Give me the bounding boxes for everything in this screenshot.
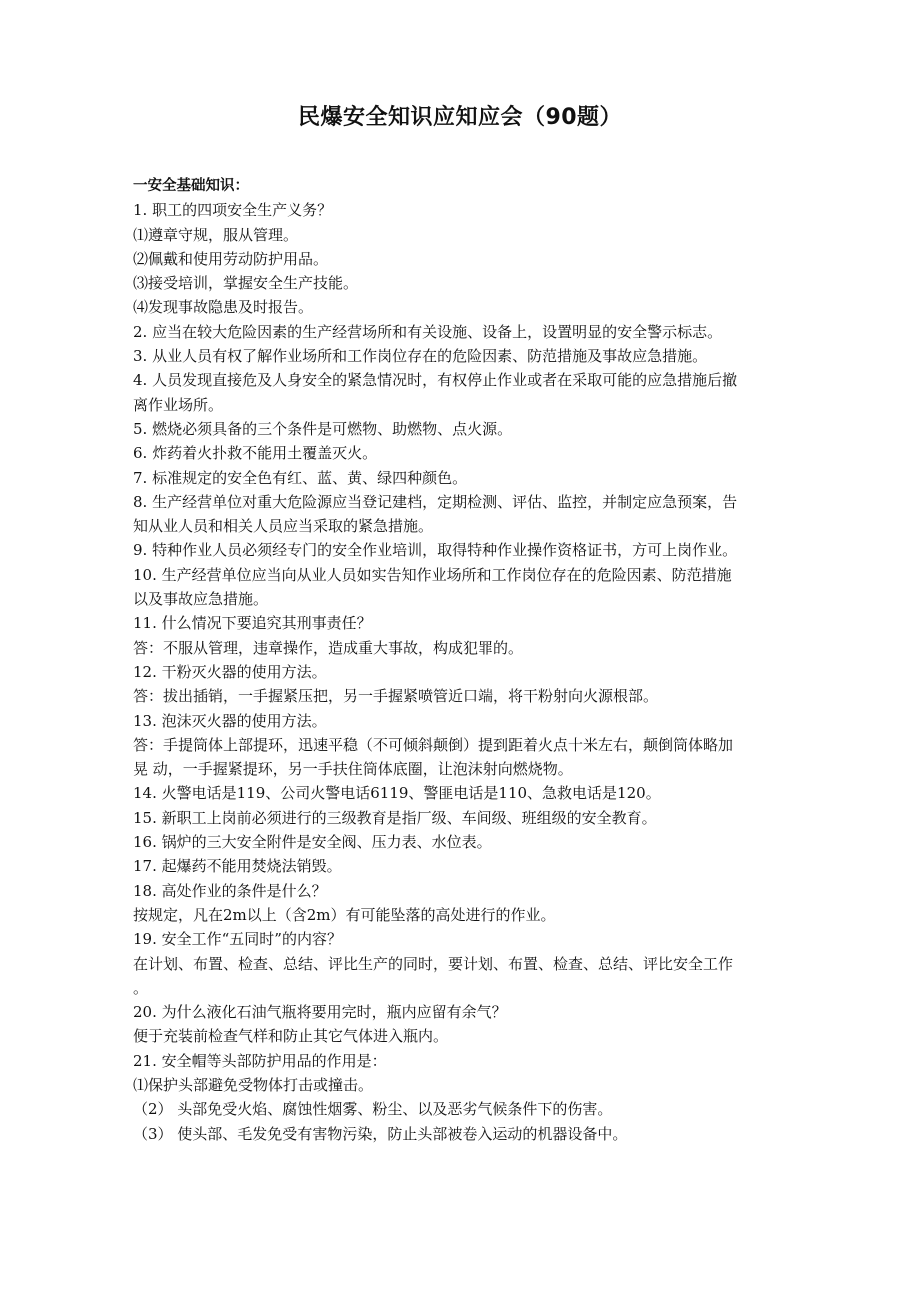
text-line: 按规定，凡在2m以上（含2m）有可能坠落的高处进行的作业。 <box>133 905 556 924</box>
text-line: 3. 从业人员有权了解作业场所和工作岗位存在的危险因素、防范措施及事故应急措施。 <box>133 347 708 366</box>
text-line: 11. 什么情况下要追究其刑事责任？ <box>133 614 372 633</box>
text-line: ⑵佩戴和使用劳动防护用品。 <box>133 249 329 268</box>
text-line: 18. 高处作业的条件是什么？ <box>133 881 327 900</box>
text-line: 19. 安全工作“五同时”的内容？ <box>133 930 342 949</box>
text-line: 答：不服从管理，违章操作，造成重大事故，构成犯罪的。 <box>133 638 524 657</box>
text-line: 16. 锅炉的三大安全附件是安全阀、压力表、水位表。 <box>133 833 492 852</box>
text-line: 21. 安全帽等头部防护用品的作用是： <box>133 1051 387 1070</box>
text-line: 知从业人员和相关人员应当采取的紧急措施。 <box>133 517 434 536</box>
text-line: 9. 特种作业人员必须经专门的安全作业培训，取得特种作业操作资格证书，方可上岗作业。 <box>133 541 738 560</box>
text-line: 10. 生产经营单位应当向从业人员如实告知作业场所和工作岗位存在的危险因素、防范措施 <box>133 565 732 584</box>
text-line: ⑷发现事故隐患及时报告。 <box>133 298 314 317</box>
text-line: ⑶接受培训，掌握安全生产技能。 <box>133 274 359 293</box>
text-line: 20. 为什么液化石油气瓶将要用完时，瓶内应留有余气？ <box>133 1003 507 1022</box>
text-line: 。 <box>133 978 149 997</box>
text-line: 离作业场所。 <box>133 395 224 414</box>
text-line: 答：手提筒体上部提环，迅速平稳（不可倾斜颠倒）提到距着火点十米左右，颠倒筒体略加 <box>133 735 734 754</box>
text-line: 1. 职工的四项安全生产义务？ <box>133 201 333 220</box>
text-line: 以及事故应急措施。 <box>133 590 269 609</box>
text-line: ⑴遵章守规，服从管理。 <box>133 225 299 244</box>
text-line: 15. 新职工上岗前必须进行的三级教育是指厂级、车间级、班组级的安全教育。 <box>133 808 657 827</box>
text-line: 17. 起爆药不能用焚烧法销毁。 <box>133 857 342 876</box>
text-line: 12. 干粉灭火器的使用方法。 <box>133 662 327 681</box>
text-line: 7. 标准规定的安全色有红、蓝、黄、绿四种颜色。 <box>133 468 468 487</box>
section-heading: 一安全基础知识： <box>133 178 249 194</box>
text-line: 4. 人员发现直接危及人身安全的紧急情况时，有权停止作业或者在采取可能的应急措施后撤 <box>133 371 738 390</box>
text-line: ⑴保护头部避免受物体打击或撞击。 <box>133 1075 374 1094</box>
page-title: 民爆安全知识应知应会（90题） <box>297 105 623 130</box>
text-line: 8. 生产经营单位对重大危险源应当登记建档，定期检测、评估、监控，并制定应急预案，告 <box>133 492 738 511</box>
text-line: 13. 泡沫灭火器的使用方法。 <box>133 711 327 730</box>
text-line: 5. 燃烧必须具备的三个条件是可燃物、助燃物、点火源。 <box>133 419 513 438</box>
text-line: 便于充装前检查气样和防止其它气体进入瓶内。 <box>133 1027 449 1046</box>
text-line: 晃 动，一手握紧提环，另一手扶住筒体底圈，让泡沫射向燃烧物。 <box>133 760 573 779</box>
text-line: 14. 火警电话是119、公司火警电话6119、警匪电话是110、急救电话是120。 <box>133 784 661 803</box>
text-line: 答：拔出插销，一手握紧压把，另一手握紧喷管近口端，将干粉射向火源根部。 <box>133 687 659 706</box>
text-line: 在计划、布置、检查、总结、评比生产的同时，要计划、布置、检查、总结、评比安全工作 <box>133 954 734 973</box>
text-line: （3） 使头部、毛发免受有害物污染，防止头部被卷入运动的机器设备中。 <box>133 1124 628 1143</box>
text-line: （2） 头部免受火焰、腐蚀性烟雾、粉尘、以及恶劣气候条件下的伤害。 <box>133 1100 613 1119</box>
document-body <box>133 174 805 1146</box>
text-line: 2. 应当在较大危险因素的生产经营场所和有关设施、设备上，设置明显的安全警示标志。 <box>133 322 723 341</box>
text-line: 6. 炸药着火扑救不能用土覆盖灭火。 <box>133 444 378 463</box>
